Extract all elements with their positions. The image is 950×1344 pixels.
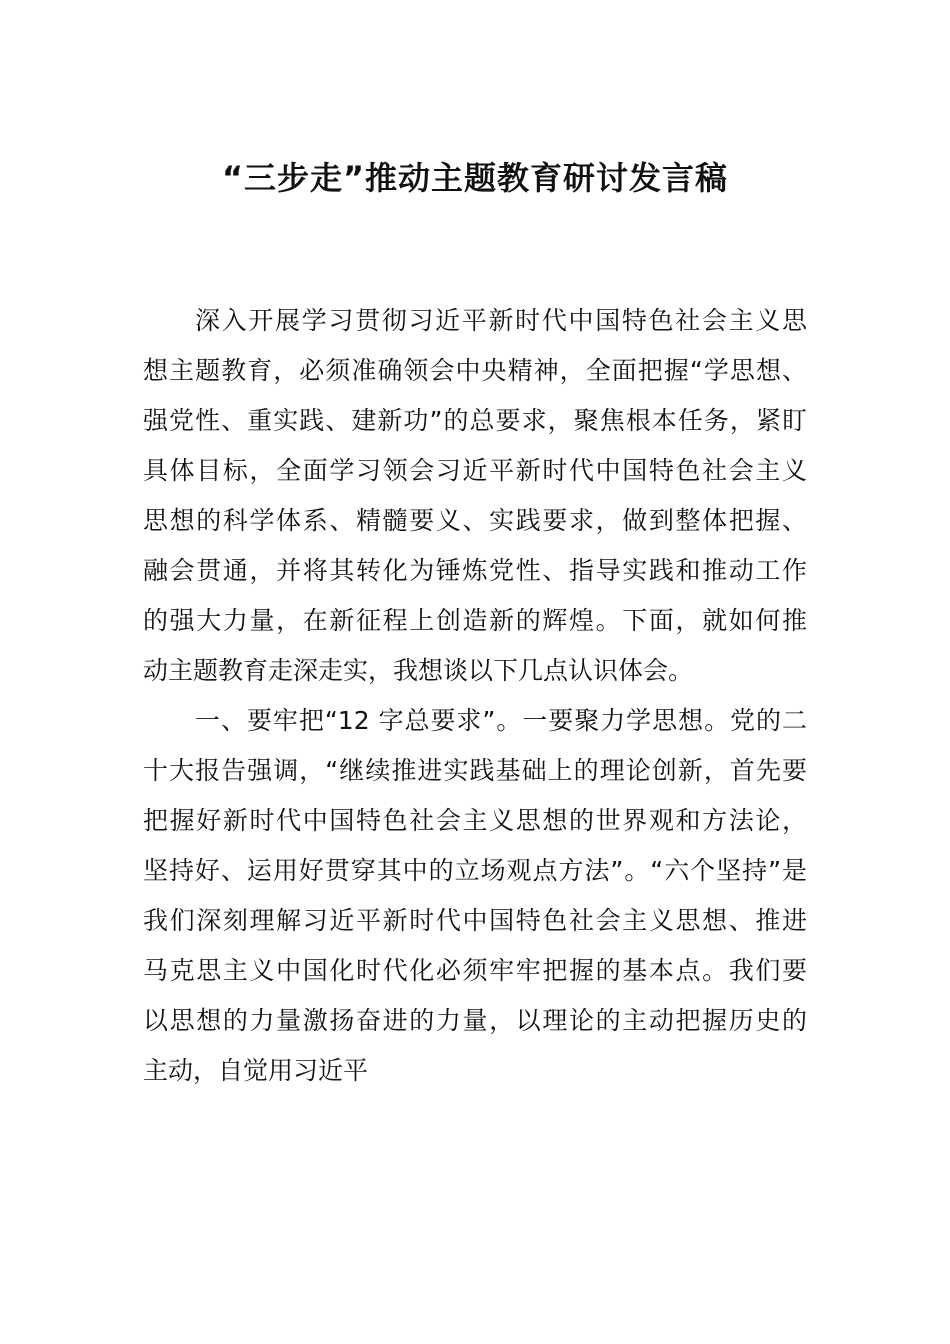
document-body [143,296,807,1096]
document-title: “三步走”推动主题教育研讨发言稿 [221,159,729,197]
body-line: 主动，自觉用习近平 [143,1056,369,1085]
body-line: 以思想的力量激扬奋进的力量，以理论的主动把握历史的 [143,1006,807,1035]
body-line: 具体目标，全面学习领会习近平新时代中国特色社会主义 [143,456,807,485]
body-line: 深入开展学习贯彻习近平新时代中国特色社会主义思 [195,306,807,335]
body-line: 坚持好、运用好贯穿其中的立场观点方法”。“六个坚持”是 [143,856,807,885]
body-line: 的强大力量，在新征程上创造新的辉煌。下面，就如何推 [143,606,807,635]
body-line: 强党性、重实践、建新功”的总要求，聚焦根本任务，紧盯 [143,406,807,435]
body-line: 把握好新时代中国特色社会主义思想的世界观和方法论， [143,806,807,835]
body-line: 马克思主义中国化时代化必须牢牢把握的基本点。我们要 [143,956,807,985]
body-line: 思想的科学体系、精髓要义、实践要求，做到整体把握、 [143,506,807,535]
body-line: 动主题教育走深走实，我想谈以下几点认识体会。 [143,656,694,685]
body-line: 我们深刻理解习近平新时代中国特色社会主义思想、推进 [143,906,807,935]
body-line: 一、要牢把“12 字总要求”。一要聚力学思想。党的二 [195,706,807,735]
body-line: 想主题教育，必须准确领会中央精神，全面把握“学思想、 [143,356,807,385]
body-line: 融会贯通，并将其转化为锤炼党性、指导实践和推动工作 [143,556,807,585]
body-line: 十大报告强调，“继续推进实践基础上的理论创新，首先要 [143,756,807,785]
